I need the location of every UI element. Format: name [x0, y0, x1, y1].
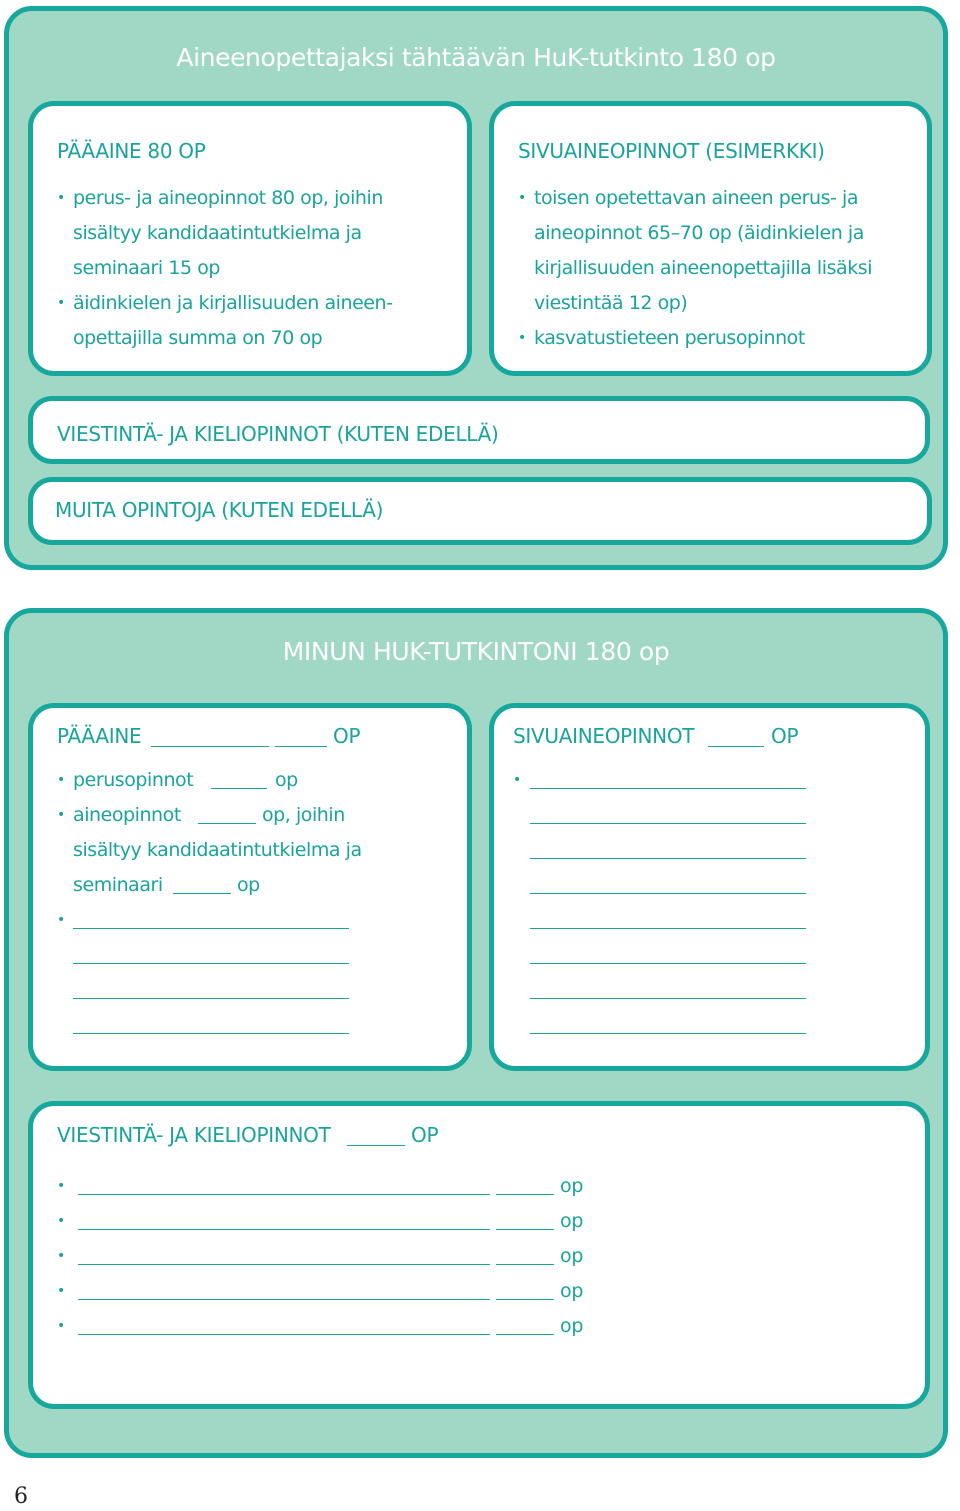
example-other-label: MUITA OPINTOJA (KUTEN EDELLÄ) — [55, 498, 384, 522]
write-line[interactable] — [530, 998, 806, 999]
my-communication-unit: OP — [411, 1123, 439, 1147]
communication-credits-blank[interactable] — [347, 1145, 405, 1146]
write-line[interactable] — [530, 1033, 806, 1034]
example-minor-card — [489, 101, 932, 376]
example-other-bar — [28, 477, 932, 545]
my-minor-card — [489, 703, 930, 1071]
write-line[interactable] — [73, 928, 349, 929]
example-major-line: perus- ja aineopinnot 80 op, joihin — [73, 187, 383, 209]
course-unit: op — [560, 1210, 584, 1232]
my-communication-card — [28, 1101, 930, 1409]
bullet: • — [57, 1213, 66, 1229]
my-major-unit: OP — [333, 724, 361, 748]
minor-credits-blank[interactable] — [708, 746, 764, 747]
example-major-line: äidinkielen ja kirjallisuuden aineen- — [73, 292, 393, 314]
basic-studies-unit: op — [275, 769, 298, 791]
course-unit: op — [560, 1280, 584, 1302]
example-major-card — [28, 101, 472, 376]
example-minor-line: kasvatustieteen perusopinnot — [534, 327, 805, 349]
bullet: • — [518, 330, 527, 346]
course-credits-blank[interactable] — [496, 1229, 554, 1230]
bullet: • — [57, 190, 66, 206]
course-name-blank[interactable] — [78, 1299, 490, 1300]
write-line[interactable] — [73, 1033, 349, 1034]
course-name-blank[interactable] — [78, 1264, 490, 1265]
write-line[interactable] — [530, 823, 806, 824]
course-credits-blank[interactable] — [496, 1334, 554, 1335]
my-minor-heading: SIVUAINEOPINNOT — [513, 724, 695, 748]
write-line[interactable] — [73, 963, 349, 964]
my-degree-title: MINUN HUK-TUTKINTONI 180 op — [282, 637, 670, 666]
course-unit: op — [560, 1315, 584, 1337]
thesis-line: sisältyy kandidaatintutkielma ja — [73, 839, 362, 861]
bullet: • — [57, 1178, 66, 1194]
write-line[interactable] — [530, 858, 806, 859]
major-credits-blank[interactable] — [275, 746, 327, 747]
bullet: • — [57, 1248, 66, 1264]
intermediate-studies-label: aineopinnot — [73, 804, 181, 826]
my-minor-unit: OP — [771, 724, 799, 748]
example-minor-line: aineopinnot 65–70 op (äidinkielen ja — [534, 222, 864, 244]
example-major-line: opettajilla summa on 70 op — [73, 327, 323, 349]
intermediate-studies-credits-blank[interactable] — [198, 823, 256, 824]
example-minor-line: viestintää 12 op) — [534, 292, 688, 314]
bullet: • — [513, 772, 522, 788]
bullet: • — [57, 1283, 66, 1299]
write-line[interactable] — [73, 998, 349, 999]
example-communication-label: VIESTINTÄ- JA KIELIOPINNOT (KUTEN EDELLÄ) — [57, 422, 499, 446]
write-line[interactable] — [530, 788, 806, 789]
example-major-line: seminaari 15 op — [73, 257, 220, 279]
my-degree-panel — [4, 608, 948, 1458]
example-major-line: sisältyy kandidaatintutkielma ja — [73, 222, 362, 244]
bullet: • — [518, 190, 527, 206]
example-major-heading: PÄÄAINE 80 OP — [57, 139, 206, 163]
bullet: • — [57, 772, 66, 788]
bullet: • — [57, 295, 66, 311]
write-line[interactable] — [530, 928, 806, 929]
example-minor-heading: SIVUAINEOPINNOT (ESIMERKKI) — [518, 139, 825, 163]
course-unit: op — [560, 1245, 584, 1267]
major-name-blank[interactable] — [151, 746, 269, 747]
example-degree-panel — [4, 6, 948, 570]
seminar-label: seminaari — [73, 874, 163, 896]
course-name-blank[interactable] — [78, 1229, 490, 1230]
course-credits-blank[interactable] — [496, 1299, 554, 1300]
example-degree-title: Aineenopettajaksi tähtäävän HuK-tutkinto 180 op — [176, 43, 776, 72]
write-line[interactable] — [530, 963, 806, 964]
example-minor-line: kirjallisuuden aineenopettajilla lisäksi — [534, 257, 873, 279]
my-major-heading: PÄÄAINE — [57, 724, 142, 748]
seminar-credits-blank[interactable] — [173, 893, 231, 894]
write-line[interactable] — [530, 893, 806, 894]
intermediate-studies-suffix: op, joihin — [262, 804, 345, 826]
page-number: 6 — [14, 1484, 28, 1509]
basic-studies-label: perusopinnot — [73, 769, 194, 791]
example-minor-line: toisen opetettavan aineen perus- ja — [534, 187, 859, 209]
my-communication-heading: VIESTINTÄ- JA KIELIOPINNOT — [57, 1123, 331, 1147]
my-major-card — [28, 703, 472, 1071]
bullet: • — [57, 912, 66, 928]
course-credits-blank[interactable] — [496, 1264, 554, 1265]
bullet: • — [57, 807, 66, 823]
seminar-unit: op — [237, 874, 260, 896]
course-name-blank[interactable] — [78, 1334, 490, 1335]
course-credits-blank[interactable] — [496, 1194, 554, 1195]
example-communication-bar — [28, 396, 930, 464]
basic-studies-credits-blank[interactable] — [211, 788, 267, 789]
bullet: • — [57, 1318, 66, 1334]
course-unit: op — [560, 1175, 584, 1197]
course-name-blank[interactable] — [78, 1194, 490, 1195]
